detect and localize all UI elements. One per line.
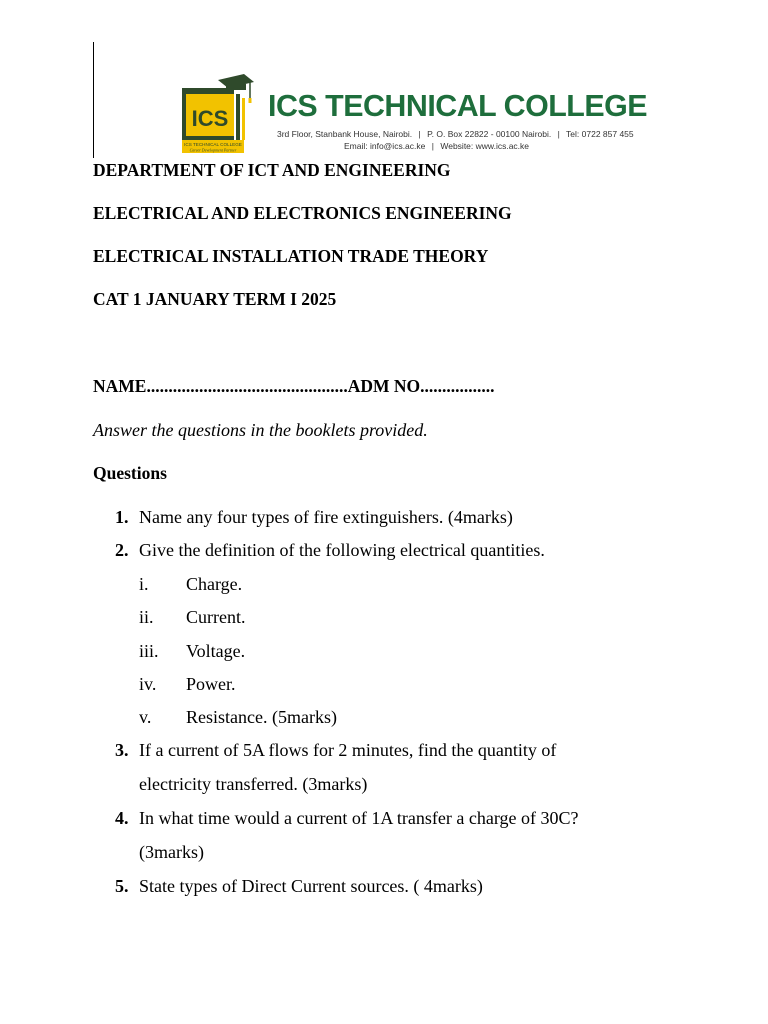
instructions: Answer the questions in the booklets provided. [93, 420, 428, 440]
question-text: State types of Direct Current sources. ( 4marks) [139, 876, 483, 896]
name-adm-field: NAME..............................................ADM NO................. [93, 376, 495, 396]
sub-item-text: Power. [186, 674, 236, 694]
assessment-heading: CAT 1 JANUARY TERM I 2025 [93, 289, 337, 309]
sub-item-text: Resistance. (5marks) [186, 707, 337, 727]
logo-text: ICS [191, 106, 229, 131]
questions-title: Questions [93, 463, 167, 483]
question-text-continued: electricity transferred. (3marks) [139, 774, 368, 794]
logo-caption: ICS TECHNICAL COLLEGE [184, 142, 242, 147]
sub-item-text: Charge. [186, 574, 243, 594]
sub-item-numeral: ii. [139, 607, 154, 627]
college-name: ICS TECHNICAL COLLEGE [268, 88, 648, 123]
logo-tagline: Career Development Partner [189, 147, 237, 153]
question-text: Name any four types of fire extinguishers. (4marks) [139, 507, 513, 527]
email: Email: info@ics.ac.ke [344, 141, 426, 151]
sub-item-numeral: iv. [139, 674, 157, 694]
question-number: 2. [115, 540, 129, 560]
question-number: 3. [115, 740, 129, 760]
department-heading: DEPARTMENT OF ICT AND ENGINEERING [93, 160, 451, 180]
question-number: 1. [115, 507, 129, 527]
question-text-continued: (3marks) [139, 842, 204, 862]
question-number: 5. [115, 876, 129, 896]
separator: | [557, 129, 560, 139]
question-text: Give the definition of the following electrical quantities. [139, 540, 545, 560]
sub-item-numeral: v. [139, 707, 152, 727]
sub-item-numeral: iii. [139, 641, 159, 661]
telephone: Tel: 0722 857 455 [566, 129, 634, 139]
separator: | [431, 141, 434, 151]
sub-item-text: Current. [186, 607, 246, 627]
course-heading: ELECTRICAL AND ELECTRONICS ENGINEERING [93, 203, 512, 223]
unit-heading: ELECTRICAL INSTALLATION TRADE THEORY [93, 246, 489, 266]
sub-item-numeral: i. [139, 574, 149, 594]
margin-rule [93, 42, 94, 158]
website: Website: www.ics.ac.ke [440, 141, 530, 151]
contact-line-address [277, 129, 634, 140]
contact-line-web [344, 141, 529, 152]
college-logo [180, 72, 254, 154]
sub-item-text: Voltage. [186, 641, 246, 661]
address: 3rd Floor, Stanbank House, Nairobi. [277, 129, 413, 139]
question-text: If a current of 5A flows for 2 minutes, find the quantity of [139, 740, 557, 760]
po-box: P. O. Box 22822 - 00100 Nairobi. [427, 129, 552, 139]
separator: | [418, 129, 421, 139]
question-text: In what time would a current of 1A transfer a charge of 30C? [139, 808, 579, 828]
question-number: 4. [115, 808, 129, 828]
letterhead [180, 72, 648, 156]
